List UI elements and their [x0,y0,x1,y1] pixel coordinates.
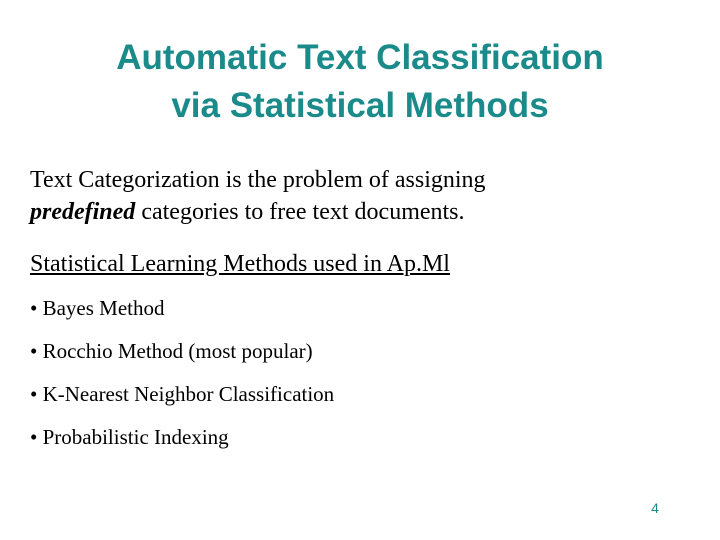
bullet-item: • Probabilistic Indexing [30,425,229,449]
bullet-item: • K-Nearest Neighbor Classification [30,382,335,406]
bullet-item: • Bayes Method [30,296,165,320]
slide-title-line-1: Automatic Text Classification [116,38,604,77]
intro-emphasis: predefined [30,199,136,225]
slide-title [0,34,720,130]
page-number: 4 [651,500,659,516]
slide-title-line-2: via Statistical Methods [171,86,549,125]
intro-text-start: Text Categorization is the problem of assigning [30,167,486,193]
intro-paragraph [30,164,690,228]
bullet-item: • Rocchio Method (most popular) [30,339,313,363]
intro-text-end: categories to free text documents. [135,199,465,225]
methods-subheading: Statistical Learning Methods used in Ap.Ml [30,251,450,277]
